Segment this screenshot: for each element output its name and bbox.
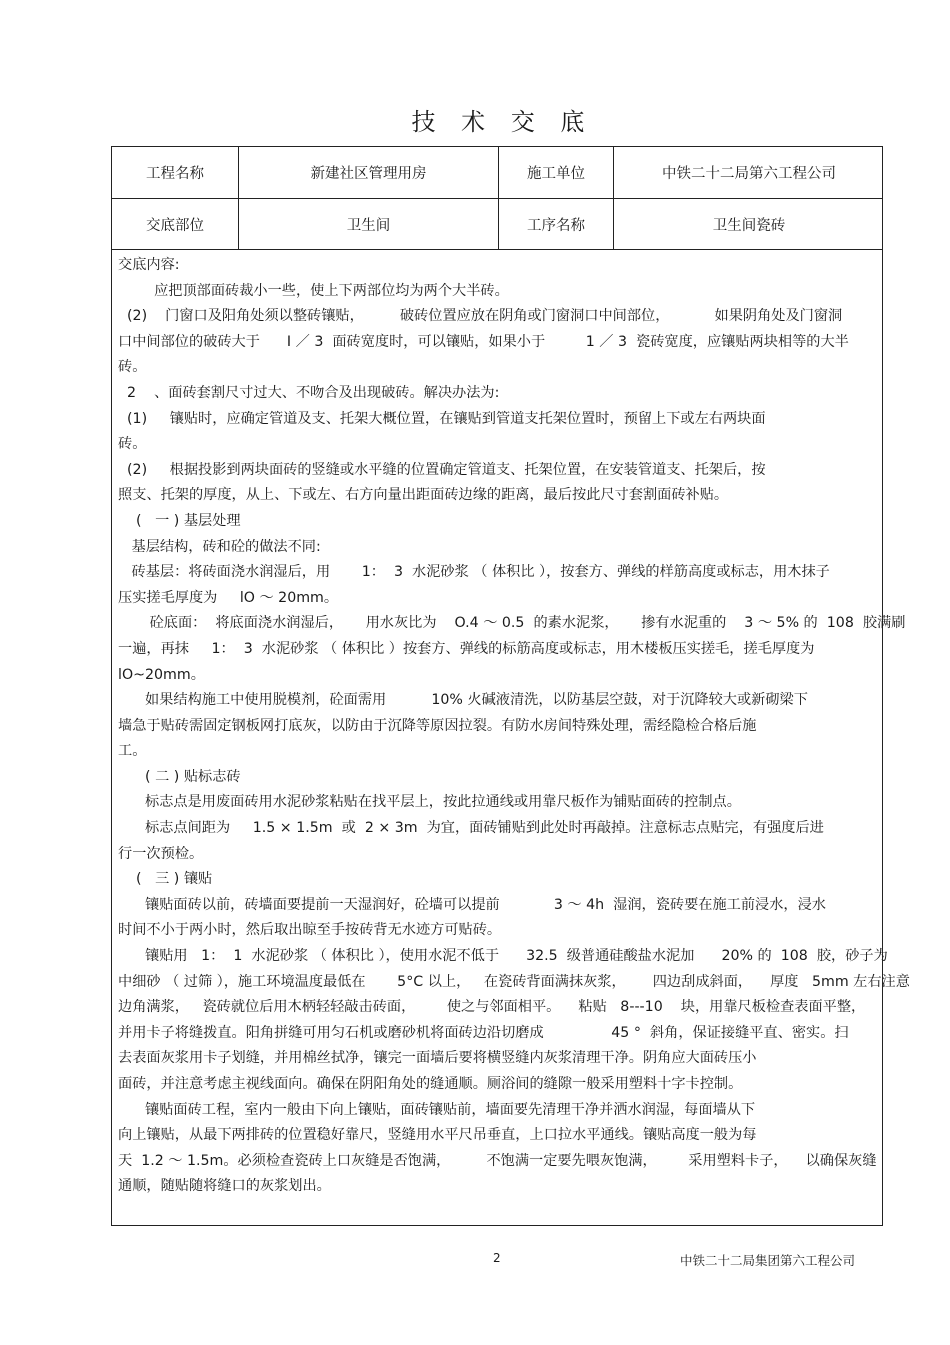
content-line: 一遍，再抹 1： 3 水泥砂浆 （ 体积比 ）按套方、弹线的标筋高度或标志，用木楼板压实搓毛，搓毛厚度为 <box>118 640 815 657</box>
content-line: (2) 根据投影到两块面砖的竖缝或水平缝的位置确定管道支、托架位置，在安装管道支、托架后，按 <box>118 461 766 478</box>
header-row-1 <box>112 147 882 199</box>
content-line: 时间不小于两小时，然后取出晾至手按砖背无水迹方可贴砖。 <box>118 922 502 939</box>
content-line: (1) 镶贴时，应确定管道及支、托架大概位置，在镶贴到管道支托架位置时，预留上下或左右两块面 <box>118 410 766 427</box>
content-line: ( 二 ) 贴标志砖 <box>118 768 241 785</box>
content-line: 墙急于贴砖需固定钢板网打底灰，以防由于沉降等原因拉裂。有防水房间特殊处理，需经隐检合格后施 <box>118 717 757 734</box>
content-line: 工。 <box>118 743 147 760</box>
content-line: 基层结构，砖和砼的做法不同: <box>118 538 321 555</box>
content-line: 去表面灰浆用卡子划缝，并用棉丝拭净，镶完一面墙后要将横竖缝内灰浆清理干净。阴角应大面砖压小 <box>118 1050 757 1067</box>
content-line: 边角满浆， 瓷砖就位后用木柄轻轻敲击砖面， 使之与邻面相平。 粘贴 8---10 块，用靠尺板检查表面平整， <box>118 999 866 1016</box>
content-line: 如果结构施工中使用脱模剂，砼面需用 10% 火碱液清洗，以防基层空鼓，对于沉降较大或新砌梁下 <box>118 692 808 709</box>
content-line: 2 、面砖套割尺寸过大、不吻合及出现破砖。解决办法为: <box>118 384 500 401</box>
footer-company: 中铁二十二局集团第六工程公司 <box>680 1253 856 1268</box>
content-line: 镶贴面砖工程，室内一般由下向上镶贴，面砖镶贴前，墙面要先清理干净并洒水润湿，每面墙从下 <box>118 1101 756 1118</box>
content-line: 镶贴面砖以前，砖墙面要提前一天湿润好，砼墙可以提前 3 ～ 4h 湿润，瓷砖要在施工前浸水，浸水 <box>118 896 826 913</box>
content-line: 标志点间距为 1.5 × 1.5m 或 2 × 3m 为宜，面砖铺贴到此处时再敲掉。注意标志点贴完，有强度后进 <box>118 820 824 837</box>
location-value: 卫生间 <box>239 199 499 249</box>
content-line: 砖。 <box>118 359 147 376</box>
content-line: ( 三 ) 镶贴 <box>118 871 213 888</box>
content-line: 口中间部位的破砖大于 I ／ 3 面砖宽度时，可以镶贴，如果小于 1 ／ 3 瓷砖宽度，应镶贴两块相等的大半 <box>118 333 849 350</box>
process-value: 卫生间瓷砖 <box>712 217 786 234</box>
disclosure-table <box>111 146 910 1226</box>
content-line: ( 一 ) 基层处理 <box>118 512 241 529</box>
content-heading: 交底内容: <box>118 257 180 273</box>
content-line: lO~20mm。 <box>118 666 205 683</box>
location-label: 交底部位 <box>112 199 239 249</box>
content-line: (2) 门窗口及阳角处须以整砖镶贴， 破砖位置应放在阴角或门窗洞口中间部位， 如果阴角处及门窗洞 <box>118 308 843 325</box>
project-name-value: 新建社区管理用房 <box>239 147 499 198</box>
content-line: 并用卡子将缝拨直。阳角拼缝可用匀石机或磨砂机将面砖边沿切磨成 45 ° 斜角，保证接缝平直、密实。扫 <box>118 1024 849 1041</box>
page-number: 2 <box>493 1251 501 1265</box>
header-row-2 <box>112 199 882 250</box>
document-title: 技 术 交 底 <box>411 108 594 136</box>
content-line: 中细砂 （ 过筛 ），施工环境温度最低在 5°C 以上， 在瓷砖背面满抹灰浆， 四边刮成斜面， 厚度 5mm 左右注意 <box>118 973 910 990</box>
content-line: 天 1.2 ～ 1.5m。必须检查瓷砖上口灰缝是否饱满， 不饱满一定要先喂灰饱满， 采用塑料卡子， 以确保灰缝 <box>118 1152 877 1169</box>
content-line: 行一次预检。 <box>118 845 204 862</box>
contractor-value: 中铁二十二局第六工程公司 <box>662 166 836 182</box>
content-line: 应把顶部面砖裁小一些，使上下两部位均为两个大半砖。 <box>118 282 509 299</box>
content-line: 砖基层：将砖面浇水润湿后，用 1： 3 水泥砂浆 （ 体积比 ），按套方、弹线的样筋高度或标志，用木抹子 <box>118 564 830 581</box>
project-name-label: 工程名称 <box>112 147 239 198</box>
content-line: 照支、托架的厚度，从上、下或左、右方向量出距面砖边缘的距离，最后按此尺寸套割面砖补贴。 <box>118 487 729 504</box>
process-label: 工序名称 <box>499 199 614 249</box>
content-line: 向上镶贴，从最下两排砖的位置稳好靠尺，竖缝用水平尺吊垂直，上口拉水平通线。镶贴高度一般为每 <box>118 1127 757 1144</box>
content-line: 标志点是用废面砖用水泥砂浆粘贴在找平层上，按此拉通线或用靠尺板作为铺贴面砖的控制点。 <box>118 794 741 811</box>
content-line: 面砖，并注意考虑主视线面向。确保在阴阳角处的缝通顺。厕浴间的缝隙一般采用塑料十字卡控制。 <box>118 1076 743 1092</box>
content-line: 通顺，随贴随将缝口的灰浆划出。 <box>118 1178 331 1195</box>
disclosure-content <box>118 253 910 1200</box>
contractor-label: 施工单位 <box>499 147 614 198</box>
content-line: 压实搓毛厚度为 lO ～ 20mm。 <box>118 589 339 606</box>
content-line: 镶贴用 1： 1 水泥砂浆 （ 体积比 ），使用水泥不低于 32.5 级普通硅酸盐水泥加 20% 的 108 胶，砂子为 <box>118 948 888 965</box>
content-line: 砼底面： 将底面浇水润湿后， 用水灰比为 O.4 ～ 0.5 的素水泥浆， 掺有水泥重的 3 ～ 5% 的 108 胶满刷 <box>118 615 906 632</box>
content-line: 砖。 <box>118 436 147 453</box>
